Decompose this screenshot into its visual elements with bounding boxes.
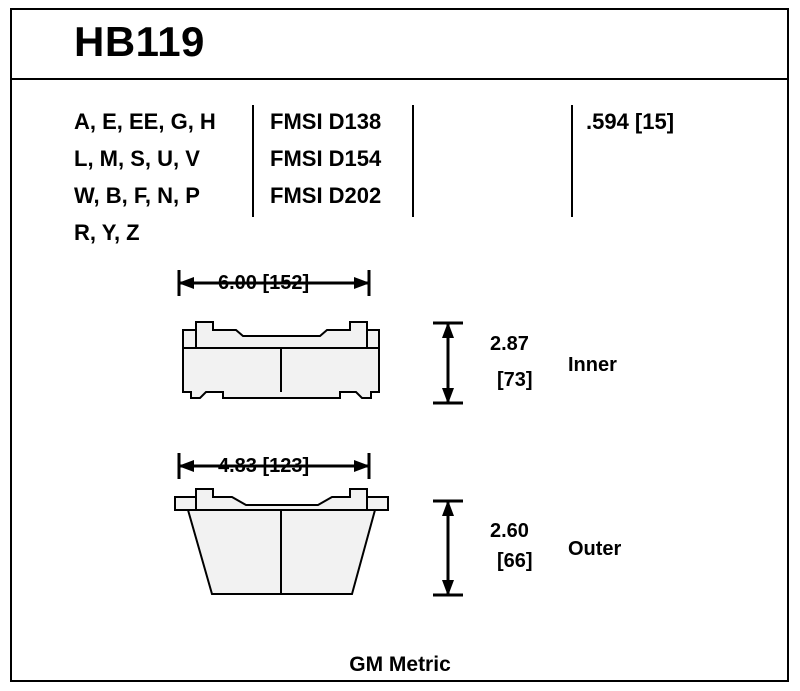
- outer-width-label: 4.83 [123]: [218, 455, 310, 477]
- compound-line-1: A, E, EE, G, H: [74, 109, 216, 134]
- inner-width-label: 6.00 [152]: [218, 272, 310, 294]
- part-number: HB119: [74, 18, 205, 65]
- compound-line-4: R, Y, Z: [74, 220, 140, 245]
- inner-height-label-in: 2.87: [490, 333, 529, 355]
- fmsi-line-2: FMSI D154: [270, 146, 382, 171]
- outer-height-dimension: [433, 500, 463, 596]
- outer-position-label: Outer: [568, 538, 622, 560]
- fmsi-line-1: FMSI D138: [270, 109, 382, 134]
- compound-line-3: W, B, F, N, P: [74, 183, 200, 208]
- inner-position-label: Inner: [568, 354, 617, 376]
- fmsi-line-3: FMSI D202: [270, 183, 382, 208]
- inner-height-label-mm: [73]: [497, 369, 533, 391]
- compound-line-2: L, M, S, U, V: [74, 146, 200, 171]
- outer-height-label-in: 2.60: [490, 520, 529, 542]
- outer-height-label-mm: [66]: [497, 550, 533, 572]
- thickness-value: .594 [15]: [586, 109, 675, 134]
- inner-height-dimension: [433, 322, 463, 404]
- outer-pad-shape: [175, 489, 388, 594]
- application-label: GM Metric: [349, 653, 451, 676]
- inner-pad-shape: [183, 322, 379, 398]
